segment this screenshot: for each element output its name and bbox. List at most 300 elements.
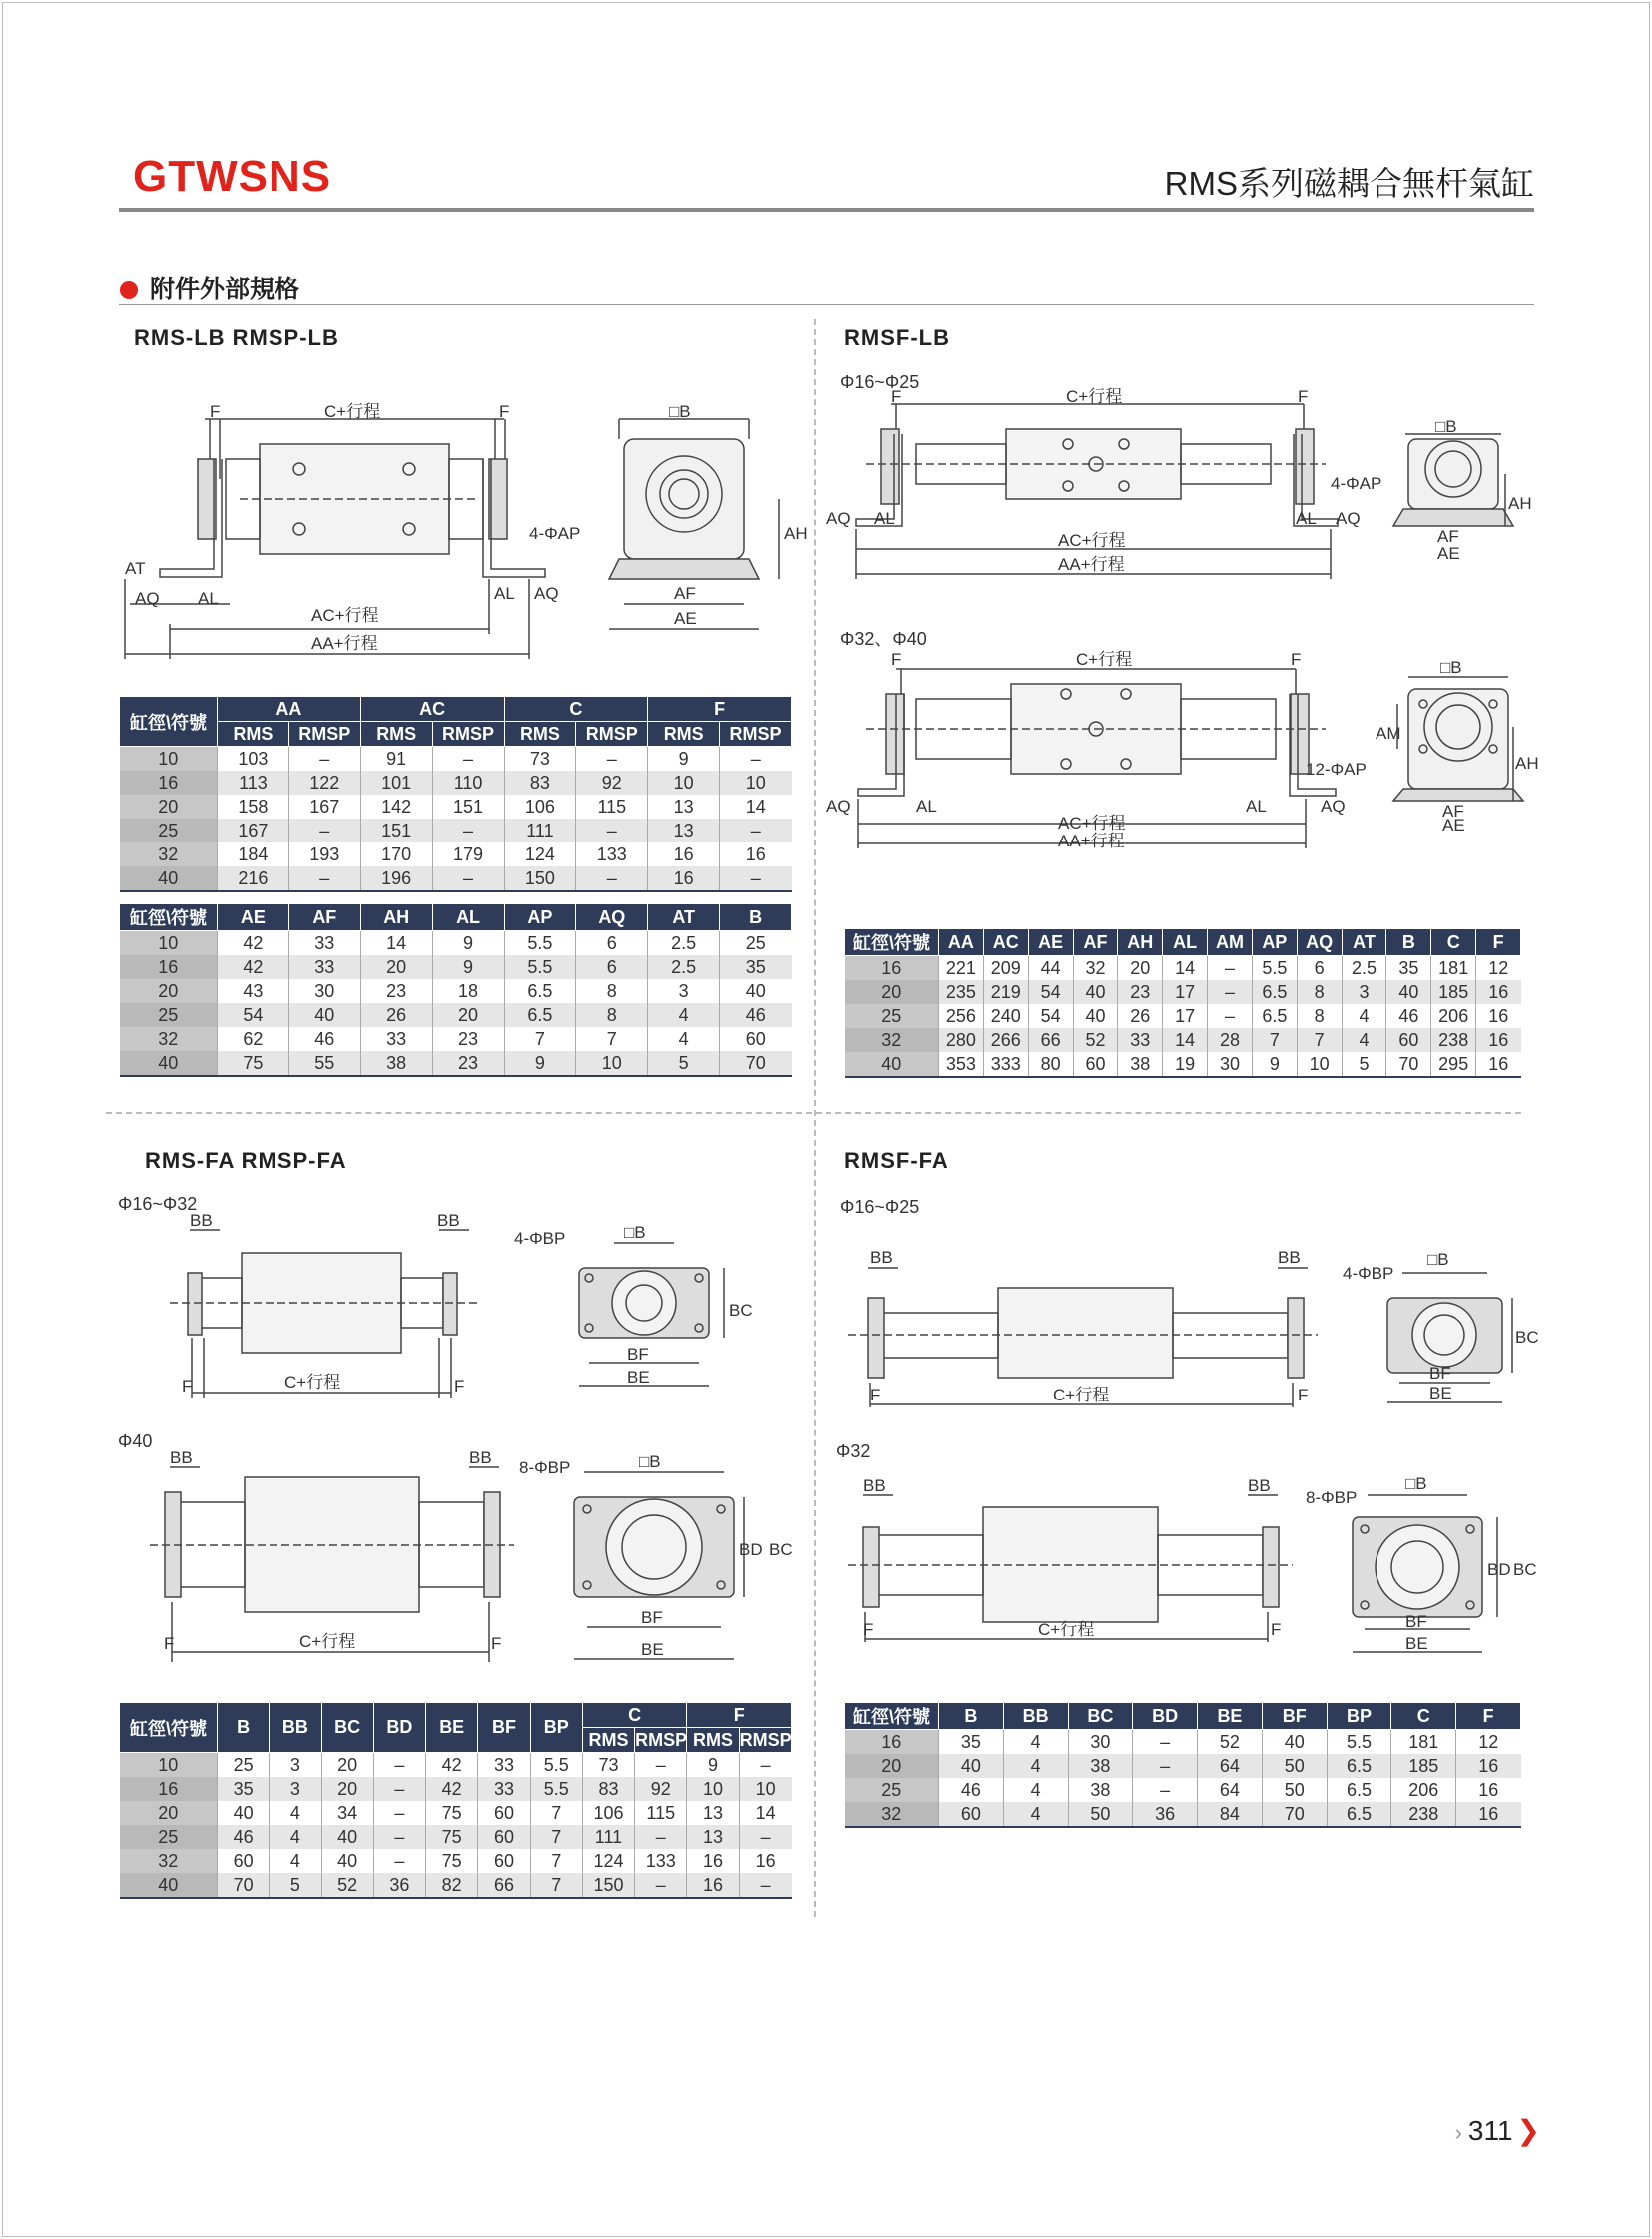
- table-cell: 13: [687, 1801, 739, 1825]
- table-cell: –: [288, 866, 360, 891]
- table-corner-header: 缸徑\符號: [120, 1703, 218, 1753]
- table-group-header: F: [687, 1703, 792, 1728]
- table-cell: 46: [218, 1825, 270, 1849]
- table-corner-header: 缸徑\符號: [120, 904, 218, 931]
- table-cell: 4: [1003, 1802, 1068, 1827]
- table-cell: 64: [1198, 1754, 1263, 1778]
- table-cell: –: [373, 1801, 425, 1825]
- table-cell: 50: [1262, 1754, 1327, 1778]
- bore-size-cell: 10: [120, 747, 218, 772]
- bore-size-cell: 25: [120, 819, 218, 842]
- table-header: AL: [1163, 929, 1208, 956]
- bore-size-cell: 16: [120, 1777, 218, 1801]
- sffa-drawing-a: [848, 1243, 1537, 1422]
- sflb-title: RMSF-LB: [844, 325, 950, 350]
- table-cell: 10: [1297, 1052, 1342, 1077]
- table-cell: 16: [687, 1873, 739, 1898]
- table-header: C: [1431, 929, 1476, 956]
- table-cell: 115: [576, 795, 648, 819]
- table-cell: 30: [288, 979, 360, 1003]
- bore-size-cell: 16: [120, 955, 218, 979]
- table-cell: 256: [939, 1004, 984, 1028]
- table-cell: 6.5: [504, 979, 576, 1003]
- table-row: [120, 1753, 792, 1778]
- table-cell: 10: [720, 771, 792, 795]
- table-cell: 106: [582, 1801, 634, 1825]
- table-cell: 60: [478, 1849, 530, 1873]
- table-cell: 8: [576, 1003, 648, 1027]
- table-cell: 70: [218, 1873, 270, 1898]
- table-cell: 36: [1133, 1802, 1198, 1827]
- table-cell: 5.5: [504, 955, 576, 979]
- table-cell: –: [1133, 1730, 1198, 1755]
- sffa-b-bp-label: 8-ΦBP: [1306, 1488, 1358, 1507]
- table-cell: 2.5: [1342, 956, 1386, 981]
- bore-size-cell: 16: [845, 1730, 939, 1755]
- sflb-aq-label: AQ: [826, 509, 851, 528]
- lb-ah-label: AH: [784, 524, 808, 543]
- table-cell: –: [432, 747, 504, 772]
- sflb-ae-label: AE: [1437, 544, 1460, 563]
- table-cell: 196: [360, 866, 432, 891]
- table-cell: 30: [1068, 1730, 1133, 1755]
- table-cell: 35: [939, 1730, 1004, 1755]
- table-cell: 42: [218, 955, 289, 979]
- table-cell: 35: [218, 1777, 270, 1801]
- table-row: [120, 979, 792, 1003]
- table-cell: 8: [1297, 980, 1342, 1004]
- table-cell: 16: [1476, 1052, 1521, 1077]
- table-row: [120, 1873, 792, 1898]
- table-group-header: AC: [360, 697, 504, 722]
- table-cell: 7: [576, 1027, 648, 1051]
- table-header: BC: [321, 1703, 373, 1753]
- table-header: BD: [1133, 1703, 1198, 1730]
- table-header: AM: [1208, 929, 1253, 956]
- fa-b-c-label: C+行程: [299, 1632, 356, 1651]
- bore-size-cell: 16: [845, 956, 939, 981]
- table-group-header: AA: [218, 697, 361, 722]
- table-cell: 33: [1118, 1028, 1163, 1052]
- table-cell: 16: [745, 843, 766, 864]
- table-cell: 66: [1028, 1028, 1073, 1052]
- table-cell: 75: [426, 1801, 478, 1825]
- table-cell: 6.5: [504, 1003, 576, 1027]
- table-cell: 3: [270, 1753, 321, 1778]
- lb-f-right-label: F: [499, 402, 510, 421]
- table-cell: 28: [1208, 1028, 1253, 1052]
- table-cell: 54: [1028, 980, 1073, 1004]
- table-row: [845, 1802, 1521, 1827]
- table-cell: 75: [426, 1849, 478, 1873]
- bore-size-cell: 20: [845, 1754, 939, 1778]
- table-sub-header: RMSP: [576, 722, 648, 747]
- table-cell: –: [373, 1777, 425, 1801]
- sffa-b-bf-label: BF: [1405, 1612, 1427, 1631]
- table-cell: 110: [432, 771, 504, 795]
- table-cell: 40: [939, 1754, 1004, 1778]
- sflb-aa-label: AA+行程: [1058, 555, 1125, 574]
- table-cell: 6: [576, 955, 648, 979]
- table-cell: –: [1208, 956, 1253, 981]
- table-cell: 238: [1431, 1028, 1476, 1052]
- sffa-b-f-right-label: F: [1271, 1620, 1282, 1639]
- table-cell: 167: [218, 819, 289, 842]
- table-cell: 40: [288, 1003, 360, 1027]
- table-cell: 83: [582, 1777, 634, 1801]
- table-header: F: [1476, 929, 1521, 956]
- table-cell: 206: [1391, 1778, 1456, 1802]
- horizontal-divider: [106, 1112, 1521, 1114]
- table-cell: 7: [504, 1027, 576, 1051]
- table-cell: 46: [720, 1003, 792, 1027]
- table-cell: 50: [1262, 1778, 1327, 1802]
- table-cell: –: [576, 747, 648, 772]
- fa-b-bd-label: BD: [739, 1540, 763, 1559]
- table-cell: 38: [1118, 1052, 1163, 1077]
- sflb-b-label: □B: [1435, 417, 1457, 436]
- table-cell: 60: [939, 1802, 1004, 1827]
- bore-size-cell: 20: [120, 1801, 218, 1825]
- table-cell: 73: [582, 1753, 634, 1778]
- fa-range-a: Φ16~Φ32: [118, 1194, 198, 1214]
- table-header: AT: [648, 904, 720, 931]
- sffa-b-b-label: □B: [1405, 1474, 1427, 1493]
- table-cell: 6: [1297, 956, 1342, 981]
- table-cell: 219: [983, 980, 1028, 1004]
- table-cell: –: [750, 748, 761, 769]
- table-header: AP: [504, 904, 576, 931]
- table-cell: 124: [582, 1849, 634, 1873]
- table-cell: 19: [1163, 1052, 1208, 1077]
- table-cell: 5: [648, 1051, 720, 1076]
- table-cell: 23: [360, 979, 432, 1003]
- table-cell: 92: [576, 771, 648, 795]
- table-row: [845, 1004, 1521, 1028]
- sffa-range-a: Φ16~Φ25: [840, 1197, 920, 1217]
- table-cell: 70: [720, 1051, 792, 1076]
- table-cell: 16: [1476, 980, 1521, 1004]
- table-cell: 26: [1118, 1004, 1163, 1028]
- table-cell: 8: [576, 979, 648, 1003]
- sflb-ah-label: AH: [1508, 494, 1532, 513]
- table-sub-header: RMS: [218, 722, 289, 747]
- bore-size-cell: 20: [120, 979, 218, 1003]
- table-header: F: [1456, 1703, 1521, 1730]
- table-cell: 64: [1198, 1778, 1263, 1802]
- table-cell: 170: [360, 842, 432, 866]
- lb-ac-label: AC+行程: [311, 606, 379, 625]
- table-cell: –: [373, 1753, 425, 1778]
- sflb-b-al-label: AL: [916, 797, 937, 816]
- table-cell: 12: [1488, 957, 1509, 978]
- header-rule: [119, 208, 1534, 212]
- sffa-b-bb-right-label: BB: [1248, 1476, 1271, 1495]
- table-cell: 18: [432, 979, 504, 1003]
- table-cell: 20: [321, 1753, 373, 1778]
- table-cell: 3: [270, 1777, 321, 1801]
- table-cell: 55: [288, 1051, 360, 1076]
- table-cell: 82: [426, 1873, 478, 1898]
- bore-size-cell: 32: [845, 1028, 939, 1052]
- chevron-right-icon: ❯: [1516, 2115, 1540, 2146]
- table-cell: 40: [1262, 1730, 1327, 1755]
- table-cell: 16: [648, 866, 720, 891]
- table-row: [120, 1801, 792, 1825]
- fa-drawing-b: [150, 1437, 793, 1672]
- table-cell: 4: [270, 1849, 321, 1873]
- table-header: AC: [983, 929, 1028, 956]
- sflb-aq2-label: AQ: [1336, 509, 1361, 528]
- table-cell: 40: [1386, 980, 1431, 1004]
- table-cell: 38: [1068, 1754, 1133, 1778]
- table-cell: 4: [1003, 1730, 1068, 1755]
- sflb-table: [844, 928, 1521, 1078]
- fa-b-f-left-label: F: [164, 1634, 175, 1653]
- table-row: [845, 1730, 1521, 1755]
- table-cell: 17: [1163, 980, 1208, 1004]
- sflb-b-b-label: □B: [1440, 658, 1462, 677]
- bore-size-cell: 32: [120, 842, 218, 866]
- table-cell: –: [432, 819, 504, 842]
- table-cell: 240: [983, 1004, 1028, 1028]
- table-cell: 40: [321, 1825, 373, 1849]
- table-header: BP: [1327, 1703, 1391, 1730]
- table-sub-header: RMS: [504, 722, 576, 747]
- sflb-b-ac-label: AC+行程: [1058, 814, 1126, 833]
- table-row: [120, 1027, 792, 1051]
- table-cell: 20: [321, 1777, 373, 1801]
- table-cell: 40: [745, 980, 766, 1001]
- table-header: BB: [1003, 1703, 1068, 1730]
- table-cell: 4: [1003, 1754, 1068, 1778]
- table-cell: 32: [1073, 956, 1118, 981]
- table-cell: 6.5: [1252, 1004, 1297, 1028]
- table-cell: 13: [687, 1825, 739, 1849]
- table-cell: 30: [1208, 1052, 1253, 1077]
- fa-b-bc-label: BC: [769, 1540, 793, 1559]
- table-cell: 36: [373, 1873, 425, 1898]
- table-cell: 111: [582, 1825, 634, 1849]
- table-cell: 42: [426, 1753, 478, 1778]
- table-cell: 70: [1386, 1052, 1431, 1077]
- table-group-header: F: [648, 697, 792, 722]
- brand-logo: GTWSNS: [133, 152, 332, 201]
- table-cell: –: [635, 1753, 687, 1778]
- table-cell: 101: [360, 771, 432, 795]
- table-cell: 6.5: [1327, 1778, 1391, 1802]
- table-cell: 151: [432, 795, 504, 819]
- table-cell: 17: [1163, 1004, 1208, 1028]
- table-cell: –: [635, 1825, 687, 1849]
- table-cell: 60: [478, 1801, 530, 1825]
- lb-title: RMS-LB RMSP-LB: [134, 325, 339, 350]
- table-cell: 209: [983, 956, 1028, 981]
- table-cell: 14: [755, 1802, 776, 1823]
- table-cell: 20: [432, 1003, 504, 1027]
- fa-b-f-right-label: F: [491, 1634, 502, 1653]
- table-cell: 13: [648, 819, 720, 842]
- bore-size-cell: 32: [120, 1027, 218, 1051]
- table-cell: 54: [218, 1003, 289, 1027]
- table-row: [120, 771, 792, 795]
- vertical-divider: [814, 319, 816, 1917]
- table-cell: 25: [745, 932, 766, 953]
- table-cell: 52: [321, 1873, 373, 1898]
- sffa-range-b: Φ32: [836, 1441, 871, 1461]
- table-cell: 35: [1386, 956, 1431, 981]
- table-cell: 70: [1262, 1802, 1327, 1827]
- table-cell: 7: [530, 1825, 582, 1849]
- table-cell: 42: [426, 1777, 478, 1801]
- table-cell: 150: [582, 1873, 634, 1898]
- table-row: [845, 1754, 1521, 1778]
- table-header: B: [218, 1703, 270, 1753]
- bore-size-cell: 40: [120, 1051, 218, 1076]
- table-cell: 16: [1476, 1028, 1521, 1052]
- table-row: [120, 955, 792, 979]
- sflb-drawing-b: [826, 649, 1539, 858]
- table-sub-header: RMSP: [635, 1728, 687, 1753]
- table-cell: –: [288, 747, 360, 772]
- table-header: BF: [1262, 1703, 1327, 1730]
- bore-size-cell: 40: [120, 1873, 218, 1898]
- sflb-b-aq-label: AQ: [826, 797, 851, 816]
- bore-size-cell: 20: [120, 795, 218, 819]
- bore-size-cell: 20: [845, 980, 939, 1004]
- sflb-af-label: AF: [1437, 527, 1459, 546]
- table-cell: 44: [1028, 956, 1073, 981]
- table-row: [120, 1849, 792, 1873]
- sflb-b-f-left-label: F: [891, 650, 902, 669]
- table-cell: 238: [1391, 1802, 1456, 1827]
- table-cell: 91: [360, 747, 432, 772]
- table-cell: 4: [1342, 1004, 1386, 1028]
- table-cell: 60: [478, 1825, 530, 1849]
- lb-b-label: □B: [669, 402, 691, 421]
- bore-size-cell: 40: [845, 1052, 939, 1077]
- table-cell: 5.5: [1327, 1730, 1391, 1755]
- table-cell: –: [1133, 1754, 1198, 1778]
- table-cell: –: [288, 819, 360, 842]
- sflb-b-am-label: AM: [1376, 724, 1401, 743]
- table-cell: 10: [687, 1777, 739, 1801]
- sflb-al2-label: AL: [1296, 509, 1317, 528]
- table-cell: –: [760, 1754, 771, 1775]
- table-cell: 9: [687, 1753, 739, 1778]
- table-header: BE: [426, 1703, 478, 1753]
- table-cell: 6.5: [1327, 1802, 1391, 1827]
- table-cell: 7: [530, 1801, 582, 1825]
- sffa-be-label: BE: [1429, 1384, 1452, 1402]
- table-cell: –: [432, 866, 504, 891]
- table-cell: 7: [530, 1849, 582, 1873]
- sflb-b-al2-label: AL: [1246, 797, 1267, 816]
- bore-size-cell: 16: [120, 771, 218, 795]
- sffa-bc-label: BC: [1515, 1328, 1539, 1347]
- sflb-drawing-a: [826, 387, 1532, 584]
- table-cell: 46: [939, 1778, 1004, 1802]
- fa-b-be-label: BE: [641, 1640, 664, 1659]
- table-cell: 295: [1431, 1052, 1476, 1077]
- bore-size-cell: 40: [120, 866, 218, 891]
- lb-ap-label: 4-ΦAP: [529, 524, 581, 543]
- table-row: [120, 1051, 792, 1076]
- lb-af-label: AF: [674, 584, 696, 603]
- sffa-bb-right-label: BB: [1278, 1248, 1301, 1267]
- sflb-b-c-label: C+行程: [1076, 650, 1133, 669]
- table-corner-header: 缸徑\符號: [845, 1703, 939, 1730]
- table-cell: 46: [288, 1027, 360, 1051]
- fa-c-label: C+行程: [284, 1373, 341, 1392]
- fa-title: RMS-FA RMSP-FA: [145, 1148, 347, 1173]
- table-cell: 185: [1431, 980, 1476, 1004]
- table-cell: –: [373, 1849, 425, 1873]
- sflb-f-left-label: F: [891, 387, 902, 406]
- table-cell: 25: [218, 1753, 270, 1778]
- sffa-b-bc-label: BC: [1513, 1560, 1537, 1579]
- sflb-b-af-label: AF: [1442, 802, 1464, 821]
- bore-size-cell: 25: [120, 1003, 218, 1027]
- table-cell: 181: [1431, 956, 1476, 981]
- table-cell: –: [1208, 1004, 1253, 1028]
- table-cell: 111: [504, 819, 576, 842]
- table-header: B: [1386, 929, 1431, 956]
- table-cell: 103: [218, 747, 289, 772]
- table-header: AT: [1342, 929, 1386, 956]
- table-cell: 9: [1252, 1052, 1297, 1077]
- sflb-b-f-right-label: F: [1291, 650, 1302, 669]
- table-cell: 185: [1391, 1754, 1456, 1778]
- table-cell: 193: [288, 842, 360, 866]
- table-cell: 184: [218, 842, 289, 866]
- table-cell: 50: [1068, 1802, 1133, 1827]
- table-header: BE: [1198, 1703, 1263, 1730]
- table-cell: 266: [983, 1028, 1028, 1052]
- bore-size-cell: 10: [120, 931, 218, 956]
- fa-be-label: BE: [627, 1368, 650, 1387]
- table-cell: 8: [1297, 1004, 1342, 1028]
- table-cell: 26: [360, 1003, 432, 1027]
- table-cell: –: [720, 819, 792, 842]
- lb-al-label: AL: [198, 589, 219, 608]
- sflb-al-label: AL: [874, 509, 895, 528]
- table-sub-header: RMS: [360, 722, 432, 747]
- table-row: [845, 1028, 1521, 1052]
- table-cell: 5.5: [504, 931, 576, 956]
- fa-table: [119, 1702, 792, 1899]
- table-header: BC: [1068, 1703, 1133, 1730]
- table-cell: 4: [648, 1003, 720, 1027]
- sflb-b-ap-label: 12-ΦAP: [1306, 760, 1367, 779]
- table-cell: 20: [360, 955, 432, 979]
- table-cell: 150: [504, 866, 576, 891]
- section-rule: [119, 304, 1534, 305]
- table-header: AQ: [1297, 929, 1342, 956]
- table-cell: 115: [635, 1801, 687, 1825]
- sflb-range-a: Φ16~Φ25: [840, 372, 920, 392]
- sffa-table: [844, 1702, 1521, 1828]
- table-cell: 16: [755, 1850, 776, 1871]
- table-cell: –: [635, 1873, 687, 1898]
- table-cell: 33: [288, 931, 360, 956]
- table-row: [845, 956, 1521, 981]
- table-cell: 6: [576, 931, 648, 956]
- fa-drawing-a: [150, 1208, 789, 1407]
- table-cell: 54: [1028, 1004, 1073, 1028]
- sffa-b-label: □B: [1427, 1250, 1449, 1269]
- table-cell: 4: [270, 1825, 321, 1849]
